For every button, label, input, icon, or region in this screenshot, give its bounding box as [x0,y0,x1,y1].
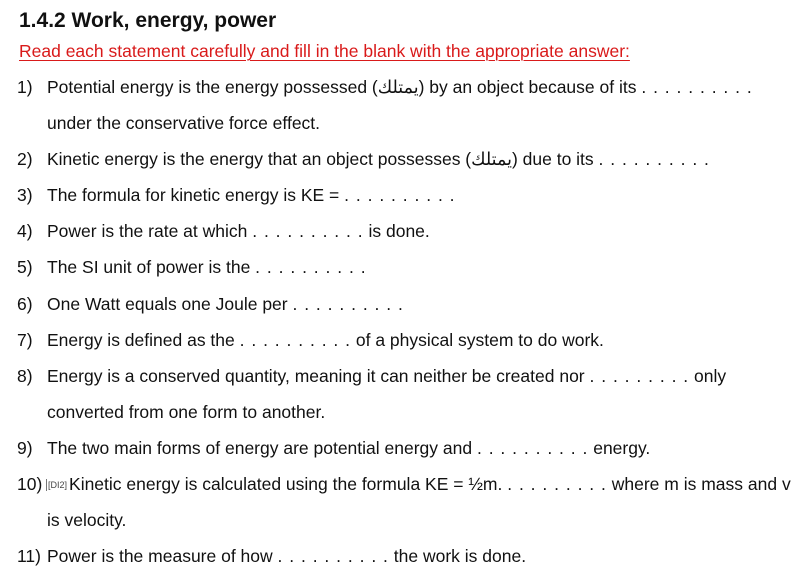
question-number: 6) [17,294,33,314]
question-text-before: One Watt equals one Joule per [47,294,293,314]
question-10-continuation: is velocity. [47,510,127,530]
question-number: 1) [17,77,33,97]
question-1 [17,76,753,98]
question-text-after: of a physical system to do work. [351,330,604,350]
question-text-after: energy. [588,438,651,458]
question-number: 4) [17,221,33,241]
question-number: 8) [17,366,33,386]
question-9 [17,437,650,459]
answer-blank[interactable]: . . . . . . . . . . [277,546,389,566]
question-6 [17,293,404,315]
instruction-text: Read each statement carefully and fill in the blank with the appropriate answer: [19,41,630,61]
question-number: 9) [17,438,33,458]
answer-blank[interactable]: . . . . . . . . . [507,474,607,494]
section-heading: 1.4.2 Work, energy, power [19,9,277,32]
question-text-after: only [689,366,727,386]
question-number: 10) [17,474,43,494]
question-text-before: Kinetic energy is the energy that an object possesses (يمتلك) due to its [47,149,599,169]
question-11 [17,545,526,567]
question-4 [17,220,430,242]
question-number: 7) [17,330,33,350]
answer-blank[interactable]: . . . . . . . . . . [292,294,404,314]
question-10 [17,473,791,495]
answer-blank[interactable]: . . . . . . . . . . [344,185,456,205]
question-text-before: Power is the rate at which [47,221,253,241]
answer-blank[interactable]: . . . . . . . . . . [641,77,753,97]
answer-blank[interactable]: . . . . . . . . . [589,366,690,386]
question-text-before: The SI unit of power is the [47,257,256,277]
question-text-after: where m is mass and v [606,474,791,494]
question-text-before: The formula for kinetic energy is KE = [47,185,345,205]
question-number: 3) [17,185,33,205]
question-2 [17,148,710,170]
question-number: 2) [17,149,33,169]
question-3 [17,184,456,206]
question-text-after: the work is done. [388,546,527,566]
question-text-after: is done. [363,221,430,241]
answer-blank[interactable]: . . . . . . . . . . [598,149,710,169]
answer-blank[interactable]: . . . . . . . . . . [252,221,364,241]
answer-blank[interactable]: . . . . . . . . . . [239,330,352,350]
question-1-continuation: under the conservative force effect. [47,113,321,133]
question-text-before: Energy is a conserved quantity, meaning it can neither be created nor [47,366,590,386]
comment-marker[interactable]: [DI2] [48,480,68,490]
answer-blank[interactable]: . . . . . . . . . . [476,438,589,458]
answer-blank[interactable]: . . . . . . . . . . [255,257,367,277]
question-text-before: Energy is defined as the [47,330,240,350]
question-text-before: Power is the measure of how [47,546,278,566]
question-number: 5) [17,257,33,277]
question-8-continuation: converted from one form to another. [47,402,326,422]
question-text-before: Potential energy is the energy possessed (يمتلك) by an object because of its [47,77,642,97]
question-text-before: The two main forms of energy are potential energy and [47,438,477,458]
question-8 [17,365,726,387]
question-text-before: Kinetic energy is calculated using the formula KE = ½m. [69,474,508,494]
question-7 [17,329,604,351]
question-5 [17,256,367,278]
question-number: 11) [17,546,41,566]
